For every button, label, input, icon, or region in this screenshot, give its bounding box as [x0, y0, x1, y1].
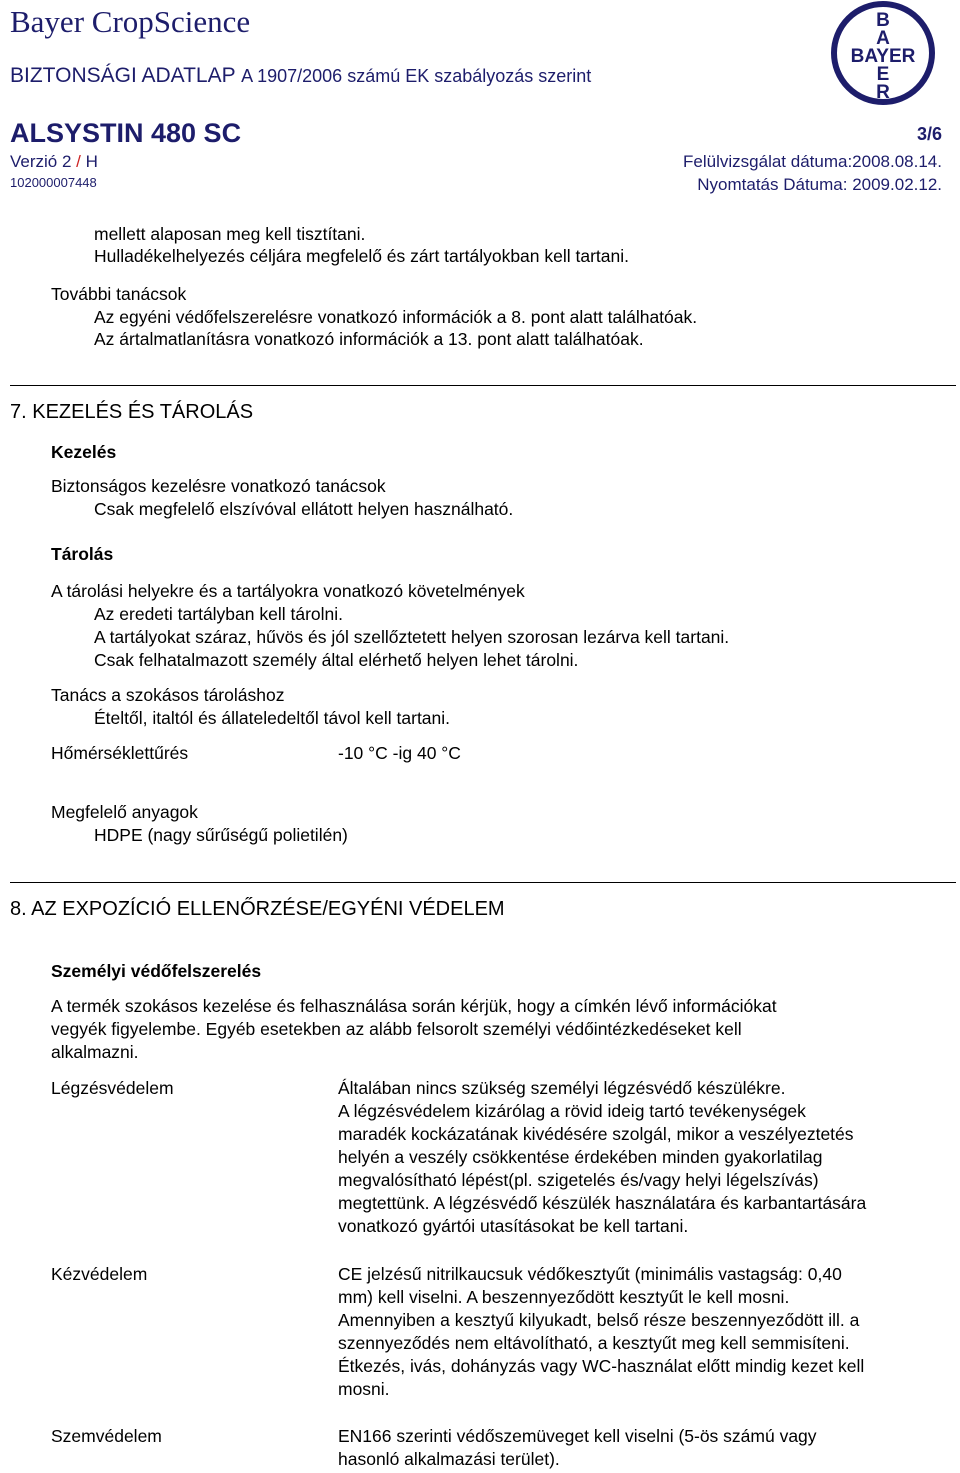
- subsection-heading: A tárolási helyekre és a tartályokra vonatkozó követelmények: [51, 581, 525, 601]
- text-line: HDPE (nagy sűrűségű polietilén): [94, 825, 348, 845]
- logo-letter-b: B: [876, 10, 890, 31]
- document-title: [10, 64, 591, 88]
- text-line: Amennyiben a kesztyű kilyukadt, belső része beszennyeződött ill. a: [338, 1310, 860, 1330]
- version-slash: /: [76, 152, 81, 171]
- text-line: megtettünk. A légzésvédő készülék használatára és karbantartására: [338, 1193, 867, 1213]
- logo-letter-e: E: [876, 64, 890, 85]
- text-line: CE jelzésű nitrilkaucsuk védőkesztyűt (minimális vastagság: 0,40: [338, 1264, 842, 1284]
- section-divider: [10, 882, 956, 883]
- text-line: Ételtől, italtól és állateledeltől távol kell tartani.: [94, 708, 451, 728]
- temperature-value: -10 °C -ig 40 °C: [338, 743, 461, 763]
- subsection-heading: Megfelelő anyagok: [51, 802, 198, 822]
- section-divider: [10, 385, 956, 386]
- text-line: Hulladékelhelyezés céljára megfelelő és zárt tartályokban kell tartani.: [94, 246, 629, 266]
- text-line: vegyék figyelembe. Egyéb esetekben az alább felsorolt személyi védőintézkedéseket kell: [51, 1019, 742, 1039]
- text-line: maradék kockázatának kivédésére szolgál, mikor a veszélyeztetés: [338, 1124, 854, 1144]
- text-line: megvalósítható lépést(pl. szigetelés és/vagy helyi légelszívás): [338, 1170, 819, 1190]
- text-line: vonatkozó gyártói utasításokat be kell tartani.: [338, 1216, 689, 1236]
- text-line: EN166 szerinti védőszemüveget kell viselni (5-ös számú vagy: [338, 1426, 817, 1446]
- ppe-heading: Személyi védőfelszerelés: [51, 961, 262, 981]
- text-line: Általában nincs szükség személyi légzésvédő készülékre.: [338, 1078, 786, 1098]
- text-line: szennyeződés nem eltávolítható, a kesztyűt meg kell semmisíteni.: [338, 1333, 850, 1353]
- version-language: H: [85, 152, 98, 171]
- text-line: helyén a veszély csökkentése érdekében minden gyakorlatilag: [338, 1147, 823, 1167]
- product-name: ALSYSTIN 480 SC: [10, 118, 242, 148]
- subsection-heading: Biztonságos kezelésre vonatkozó tanácsok: [51, 476, 386, 496]
- text-line: mosni.: [338, 1379, 390, 1399]
- handling-heading: Kezelés: [51, 442, 117, 462]
- logo-letter-r: R: [876, 82, 890, 103]
- material-number: 102000007448: [10, 175, 97, 190]
- subsection-heading: Tanács a szokásos tároláshoz: [51, 685, 285, 705]
- document-subtitle: A 1907/2006 számú EK szabályozás szerint: [241, 66, 592, 86]
- temperature-label: Hőmérséklettűrés: [51, 743, 189, 763]
- text-line: mm) kell viselni. A beszennyeződött kesztyűt le kell mosni.: [338, 1287, 790, 1307]
- text-line: Az egyéni védőfelszerelésre vonatkozó információk a 8. pont alatt találhatóak.: [94, 307, 698, 327]
- logo-letter-a: A: [876, 28, 890, 49]
- company-name: Bayer CropScience: [10, 4, 251, 39]
- version-label: Verzió 2: [10, 152, 72, 171]
- bayer-cross-logo: [828, 0, 938, 106]
- text-line: A légzésvédelem kizárólag a rövid ideig tartó tevékenységek: [338, 1101, 806, 1121]
- hand-protection-label: Kézvédelem: [51, 1264, 148, 1284]
- text-line: Csak felhatalmazott személy által elérhető helyen lehet tárolni.: [94, 650, 579, 670]
- respiratory-label: Légzésvédelem: [51, 1078, 174, 1098]
- text-line: mellett alaposan meg kell tisztítani.: [94, 224, 366, 244]
- text-line: Az ártalmatlanításra vonatkozó információk a 13. pont alatt találhatóak.: [94, 329, 644, 349]
- text-line: Az eredeti tartályban kell tárolni.: [94, 604, 344, 624]
- text-line: A termék szokásos kezelése és felhasználása során kérjük, hogy a címkén lévő információkat: [51, 996, 777, 1016]
- section-7-title: 7. KEZELÉS ÉS TÁROLÁS: [10, 401, 254, 423]
- text-line: Csak megfelelő elszívóval ellátott helyen használható.: [94, 499, 514, 519]
- text-line: hasonló alkalmazási terület).: [338, 1449, 560, 1469]
- eye-protection-label: Szemvédelem: [51, 1426, 162, 1446]
- revision-date: Felülvizsgálat dátuma:2008.08.14.: [683, 152, 942, 171]
- page-number: 3/6: [916, 124, 942, 144]
- text-line: alkalmazni.: [51, 1042, 139, 1062]
- version: [10, 152, 98, 172]
- logo-word-bayer: BAYER: [850, 46, 916, 67]
- print-date: Nyomtatás Dátuma: 2009.02.12.: [697, 175, 942, 194]
- section-8-title: 8. AZ EXPOZÍCIÓ ELLENŐRZÉSE/EGYÉNI VÉDELEM: [10, 898, 505, 920]
- text-line: Étkezés, ivás, dohányzás vagy WC-használat előtt mindig kezet kell: [338, 1356, 865, 1376]
- storage-heading: Tárolás: [51, 544, 114, 564]
- document-title-main: BIZTONSÁGI ADATLAP: [10, 64, 236, 87]
- subsection-heading: További tanácsok: [51, 284, 187, 304]
- text-line: A tartályokat száraz, hűvös és jól szellőztetett helyen szorosan lezárva kell tartani.: [94, 627, 730, 647]
